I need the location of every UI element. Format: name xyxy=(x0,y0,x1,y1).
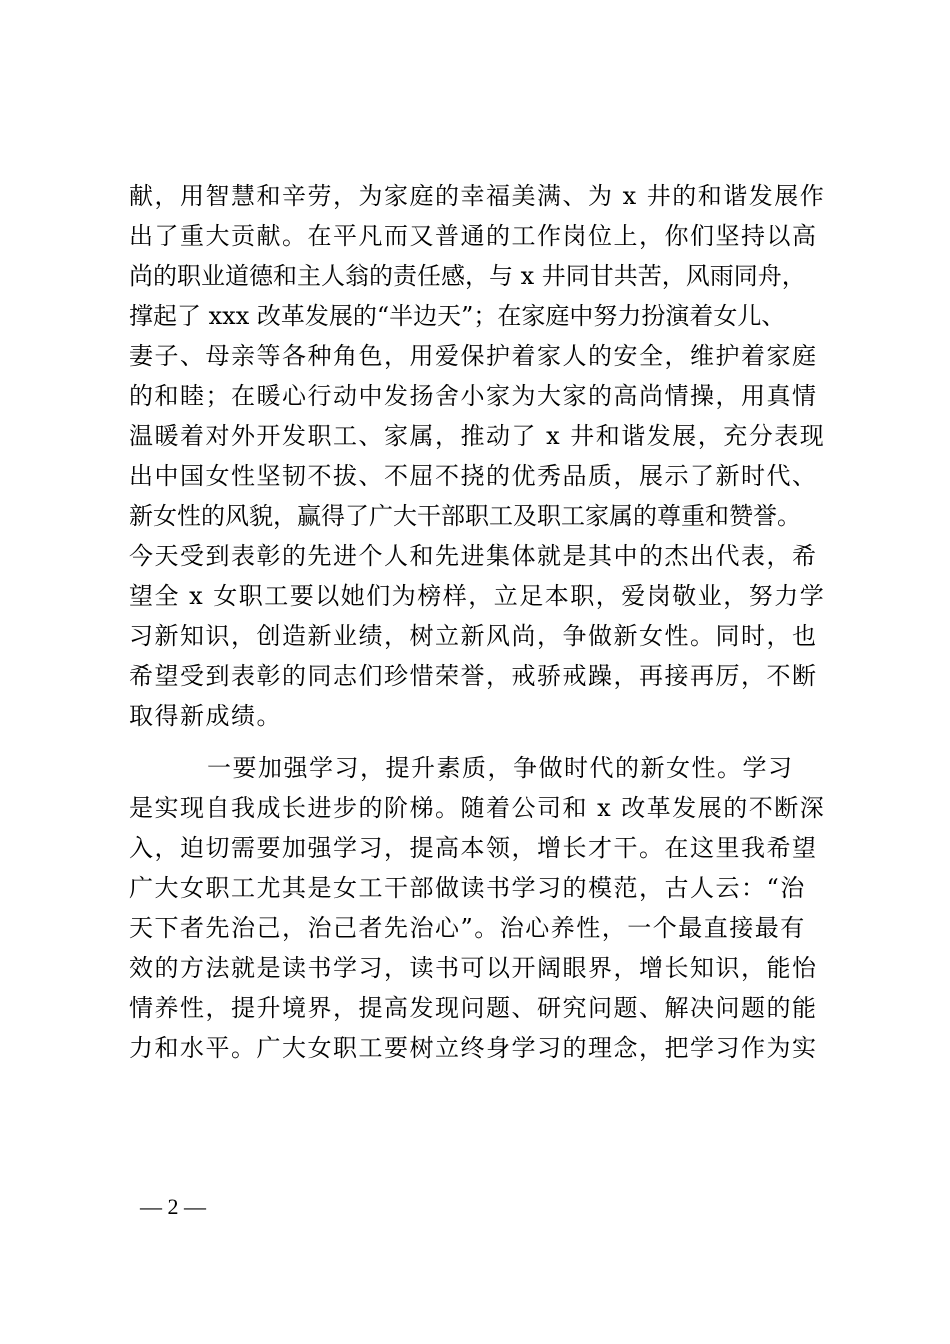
text-line: 的和睦；在暖心行动中发扬舍小家为大家的高尚情操，用真情 xyxy=(129,382,818,410)
text-line: 效的方法就是读书学习，读书可以开阔眼界，增长知识，能怡 xyxy=(129,954,818,982)
text-line: 温暖着对外开发职工、家属，推动了 x 井和谐发展，充分表现 xyxy=(129,422,826,450)
page-number: — 2 — xyxy=(140,1194,206,1219)
text-line: 习新知识，创造新业绩，树立新风尚，争做新女性。同时，也 xyxy=(129,622,818,650)
text-line: 尚的职业道德和主人翁的责任感，与 x 井同甘共苦，风雨同舟， xyxy=(129,262,806,290)
text-line: 是实现自我成长进步的阶梯。随着公司和 x 改革发展的不断深 xyxy=(129,794,826,822)
text-line: 广大女职工尤其是女工干部做读书学习的模范，古人云：“治 xyxy=(129,874,806,902)
text-line: 出中国女性坚韧不拔、不屈不挠的优秀品质，展示了新时代、 xyxy=(129,462,818,490)
text-line: 撑起了 xxx 改革发展的“半边天”；在家庭中努力扮演着女儿、 xyxy=(129,302,786,330)
text-line: 新女性的风貌，赢得了广大干部职工及职工家属的尊重和赞誉。 xyxy=(129,502,801,530)
text-line: 入，迫切需要加强学习，提高本领，增长才干。在这里我希望 xyxy=(129,834,818,862)
text-line: 妻子、母亲等各种角色，用爱保护着家人的安全，维护着家庭 xyxy=(129,342,818,370)
text-line: 献，用智慧和辛劳，为家庭的幸福美满、为 x 井的和谐发展作 xyxy=(129,182,826,210)
text-line: 天下者先治己，治己者先治心”。治心养性，一个最直接最有 xyxy=(129,914,806,942)
paragraph-first-line: 一要加强学习，提升素质，争做时代的新女性。学习 xyxy=(207,754,794,782)
text-line: 出了重大贡献。在平凡而又普通的工作岗位上，你们坚持以高 xyxy=(129,222,818,250)
text-line: 今天受到表彰的先进个人和先进集体就是其中的杰出代表，希 xyxy=(129,542,818,570)
text-line: 力和水平。广大女职工要树立终身学习的理念，把学习作为实 xyxy=(129,1034,818,1062)
text-line: 希望受到表彰的同志们珍惜荣誉，戒骄戒躁，再接再厉，不断 xyxy=(129,662,818,690)
text-line: 望全 x 女职工要以她们为榜样，立足本职，爱岗敬业，努力学 xyxy=(129,582,826,610)
text-line: 取得新成绩。 xyxy=(129,702,282,730)
text-line: 情养性，提升境界，提高发现问题、研究问题、解决问题的能 xyxy=(129,994,818,1022)
